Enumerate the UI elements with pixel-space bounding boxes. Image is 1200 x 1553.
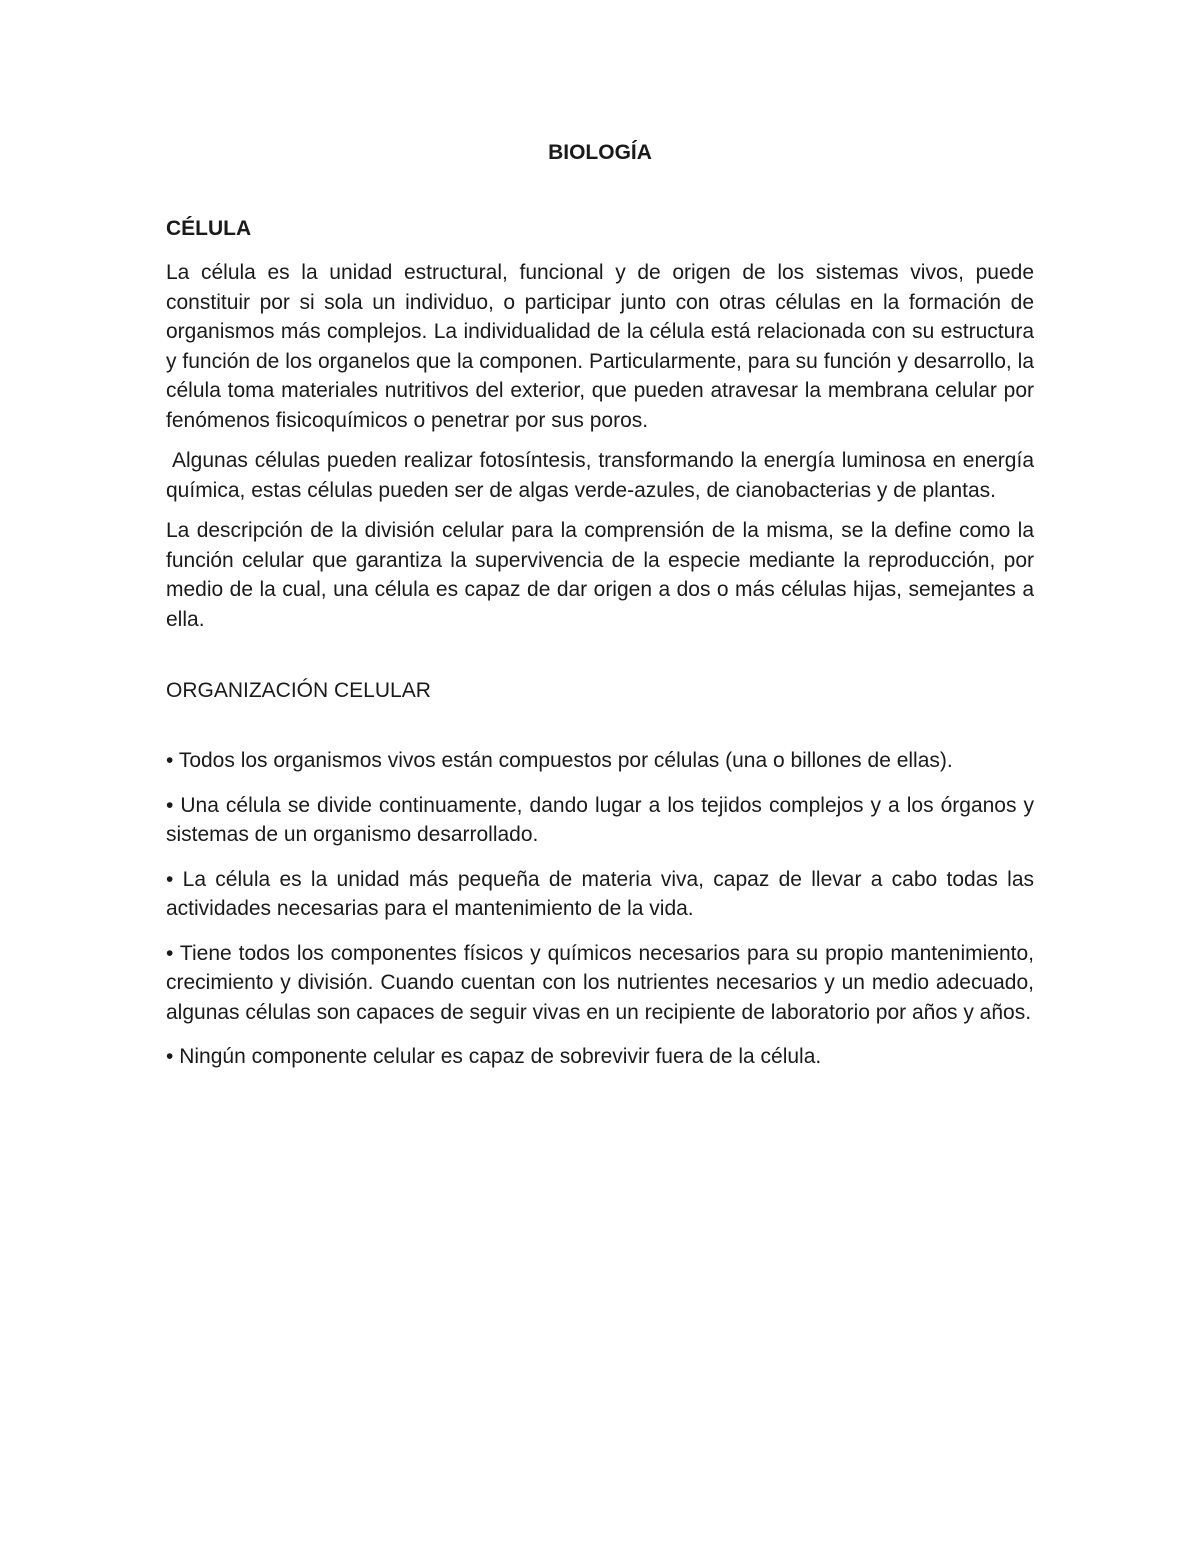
bullet-text: Ningún componente celular es capaz de sobrevivir fuera de la célula. [179, 1045, 822, 1068]
bullet-text: Tiene todos los componentes físicos y químicos necesarios para su propio mantenimiento, crecimiento y división. Cuando cuentan con los nutrientes necesarios y un medio adecuado, algunas células son capaces de seguir vivas en un recipiente de laboratorio por años y años. [166, 941, 1034, 1024]
bullet-icon: • [166, 749, 174, 772]
bullet-icon: • [166, 941, 174, 965]
paragraph: Algunas células pueden realizar fotosíntesis, transformando la energía luminosa en energía química, estas células pueden ser de algas verde-azules, de cianobacterias y de plantas. [166, 449, 1034, 502]
bullet-item [166, 939, 1034, 1028]
bullet-text: Una célula se divide continuamente, dando lugar a los tejidos complejos y a los órganos y sistemas de un organismo desarrollado. [166, 793, 1035, 846]
bullet-item [166, 746, 1034, 776]
document-title: BIOLOGÍA [548, 141, 652, 164]
bullet-item [166, 1042, 1034, 1072]
bullet-icon: • [166, 793, 174, 817]
document-page [166, 138, 1034, 1087]
bullet-text: Todos los organismos vivos están compuestos por células (una o billones de ellas). [178, 749, 953, 772]
bullet-text: La célula es la unidad más pequeña de materia viva, capaz de llevar a cabo todas las actividades necesarias para el mantenimiento de la vida. [166, 867, 1034, 920]
paragraph: La descripción de la división celular para la comprensión de la misma, se la define como la función celular que garantiza la supervivencia de la especie mediante la reproducción, por medio de la cual, una célula es capaz de dar origen a dos o más células hijas, semejantes a ella. [166, 519, 1034, 631]
bullet-item [166, 865, 1034, 924]
bullet-icon: • [166, 1045, 174, 1068]
bullet-icon: • [166, 867, 174, 891]
section-heading-celula: CÉLULA [166, 217, 252, 240]
section-heading-organizacion-celular: ORGANIZACIÓN CELULAR [166, 679, 431, 702]
paragraph: La célula es la unidad estructural, funcional y de origen de los sistemas vivos, puede constituir por si sola un individuo, o participar junto con otras células en la formación de organismos más complejos. La individualidad de la célula está relacionada con su estructura y función de los organelos que la componen. Particularmente, para su función y desarrollo, la célula toma materiales nutritivos del exterior, que pueden atravesar la membrana celular por fenómenos fisicoquímicos o penetrar por sus poros. [166, 261, 1034, 432]
bullet-item [166, 791, 1034, 850]
